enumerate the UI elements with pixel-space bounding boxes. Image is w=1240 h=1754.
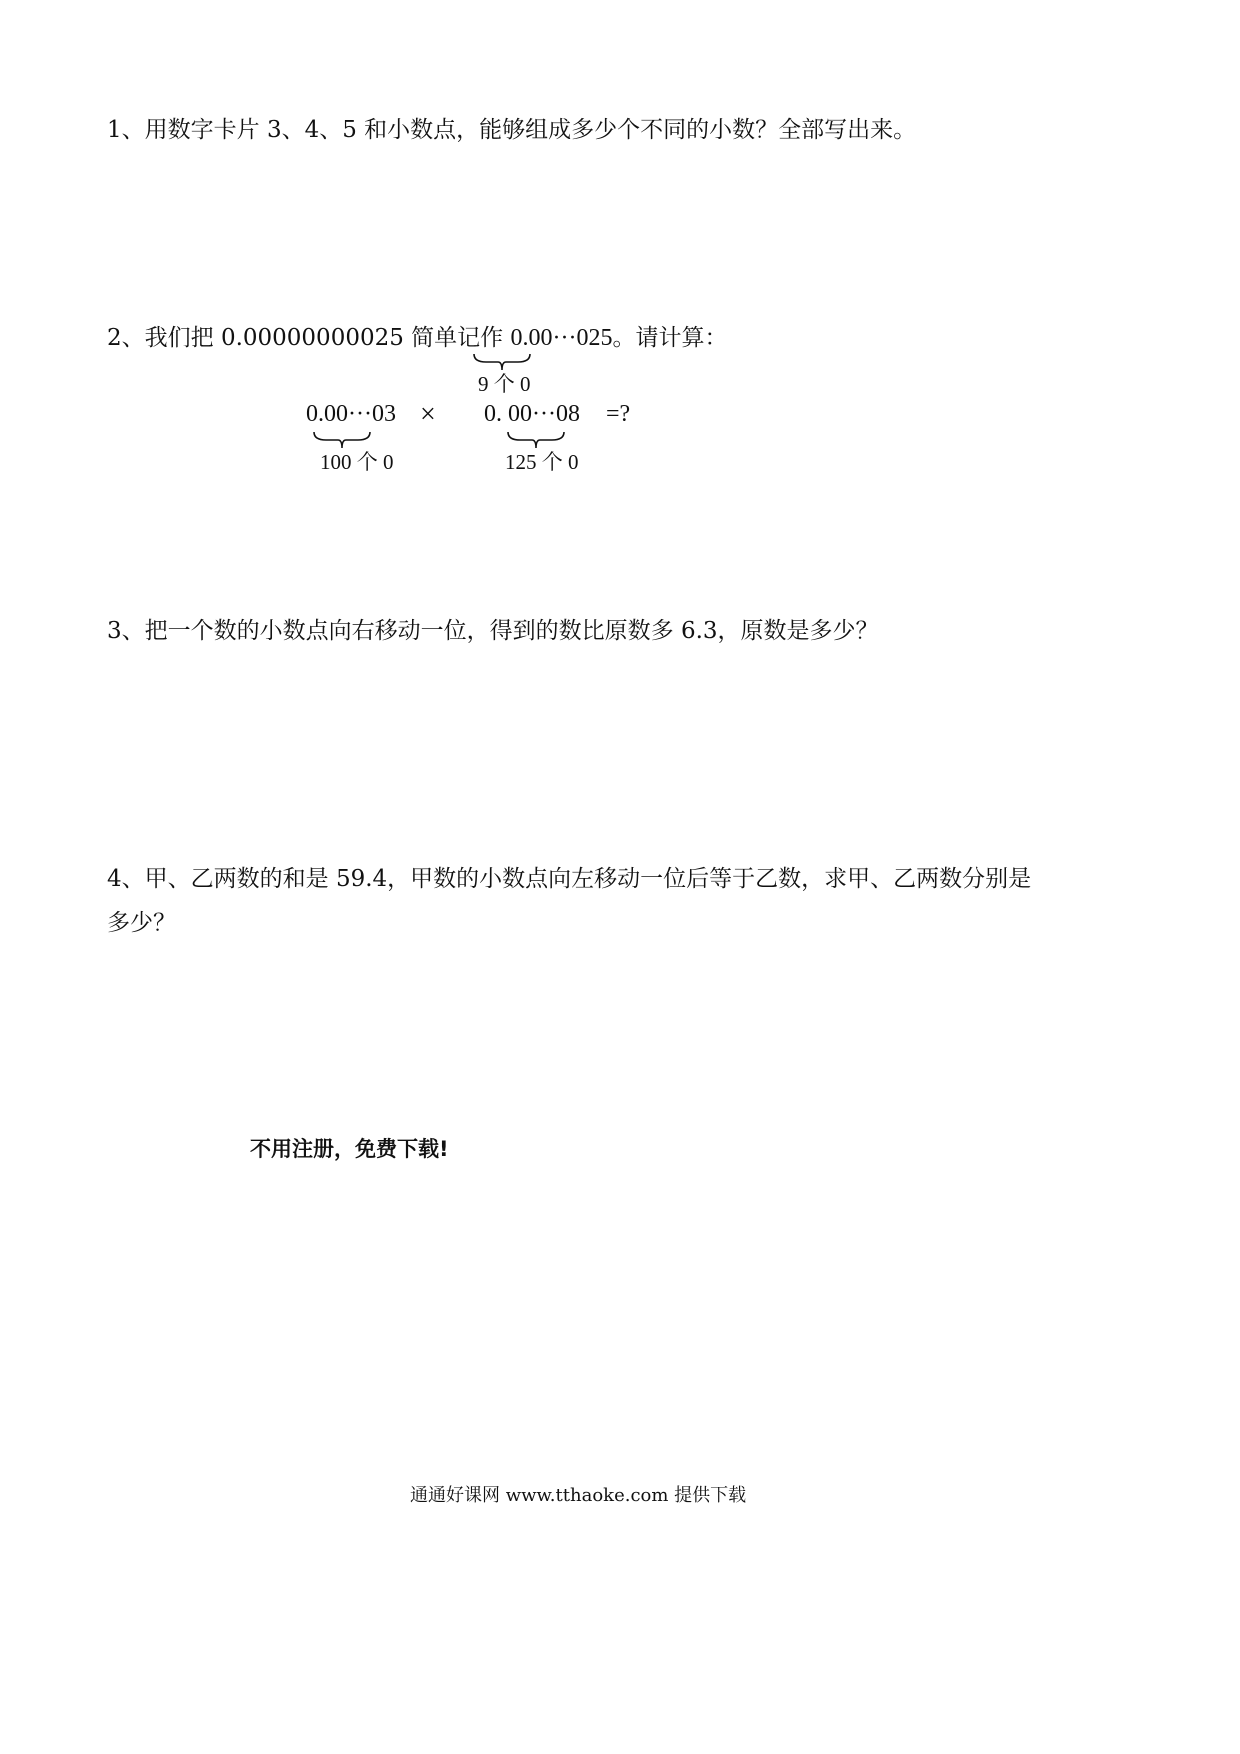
question-4-line-1: 4、甲、乙两数的和是 59.4，甲数的小数点向左移动一位后等于乙数，求甲、乙两数分别是 (107, 866, 1032, 892)
equals-question: =? (606, 401, 631, 427)
question-2-brace-label: 9 个 0 (478, 372, 531, 396)
right-operand-label: 125 个 0 (505, 450, 579, 474)
left-operand: 0.00···03 (306, 401, 396, 427)
multiply-operator: × (420, 399, 436, 430)
question-4-line-2: 多少？ (107, 910, 176, 936)
question-3: 3、把一个数的小数点向右移动一位，得到的数比原数多 6.3，原数是多少？ (107, 618, 879, 644)
footer-text: 通通好课网 www.tthaoke.com 提供下载 (410, 1485, 747, 1506)
question-2 (107, 321, 727, 355)
question-1: 1、用数字卡片 3、4、5 和小数点，能够组成多少个不同的小数？全部写出来。 (107, 117, 917, 143)
right-operand: 0. 00···08 (484, 401, 580, 427)
question-2-prefix: 2、我们把 0.00000000025 简单记作 (107, 325, 511, 351)
left-operand-label: 100 个 0 (320, 450, 394, 474)
promo-text: 不用注册，免费下载! (250, 1137, 449, 1161)
question-2-suffix: 。请计算： (612, 325, 728, 351)
question-2-notation: 0.00···025 (510, 325, 613, 351)
